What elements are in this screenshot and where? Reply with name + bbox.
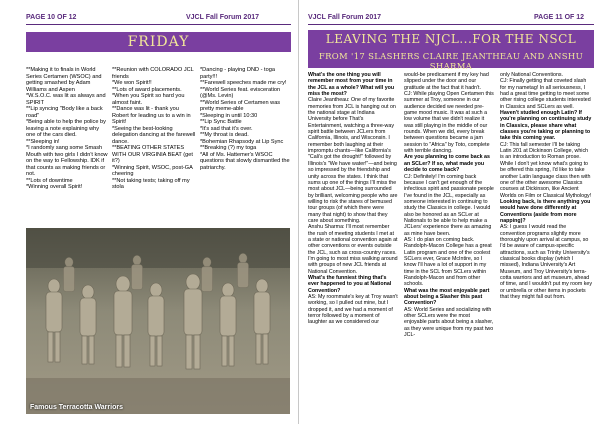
interview-answer: would-be predicament if my key had slipped under the door and our gratitude at the fact that it hadn't. xyxy=(404,72,489,91)
interview-question: Are you planning to come back as an SCLer? If so, what made you decide to come back? xyxy=(404,154,490,174)
memory-item: **Lots of downtime xyxy=(26,177,73,184)
terracotta-warriors-image xyxy=(26,228,290,414)
memory-item: *Sleeping in until 10:30 xyxy=(200,112,258,119)
memory-item: **BEATING OTHER STATES WITH OUR VIRGINIA BEAT (get it?) xyxy=(112,145,193,164)
memory-item: *All of Ms. Hattemer's WSOC questions that slowly dismantled the patriarchy. xyxy=(200,151,290,171)
page-label: PAGE 10 OF 12 xyxy=(26,14,77,21)
article-title: LEAVING THE NJCL...FOR THE NSCL xyxy=(325,32,577,46)
interview-answer: Claire Jeantheau: One of my favorite memories from JCL is hanging out on the national stage at Indiana University before That's Entertainment, watching a three-way spirit battle between JCLers from California, Illinois, and Wisconsin. I remember both laughing at their impromptu chants—like California's "Cali's got the drought!" followed by Illinois's "We have water!"—and being so impressed by the friendship and unity across the states. I think that sums up one of the things I'll miss the most about JCL—being surrounded by brilliant, welcoming people who are willing to risk the stares of bemused tour groups (of which there were many that night) to show that they care about something. xyxy=(308,97,398,224)
interview-answer: CJ: Finally getting that coveted slash for my nametag! In all seriousness, I had a great time getting to meet some other rising college students interested in Classics and SCLers as well. xyxy=(500,78,591,110)
memory-item: **Reunion with COLORADO JCL friends xyxy=(112,67,194,80)
interview-question: Looking back, is there anything you would have done differently at Conventions (aside from more napping)? xyxy=(500,198,591,224)
interview-answer: Anshu Sharma: I'll most remember the rush of meeting students I met at a state or national convention again at other conventions or events outside the JCL, such as cross-country races. I'm going to most miss walking around with groups of new JCL friends at National Convention. xyxy=(308,224,398,275)
memory-item: **Making it to finals in World Series Certamen (WSOC) and getting smashed by Adam Williams and Aspen xyxy=(26,67,102,93)
memory-item: **Lip Sync Battle xyxy=(200,119,242,125)
memory-item: *Bohemian Rhapsody at Lip Sync xyxy=(200,138,284,145)
forum-title: VJCL Fall Forum 2017 xyxy=(308,14,382,21)
section-title: FRIDAY xyxy=(127,34,190,50)
memory-item: *Dancing - playing DND - toga party!!! xyxy=(200,67,275,80)
memory-item: **My throat is dead. xyxy=(200,132,249,138)
interview-answer: AS: I do plan on coming back. Randolph-Macon College has a great Latin program and one of the coolest SCLers ever, Grace McIntire, so I know I'll have a lot of support in my time in the SCL from SCLers within Randolph-Macon and from other schools. xyxy=(404,236,492,288)
article-banner xyxy=(308,30,594,72)
article-column-1 xyxy=(308,72,398,326)
memory-item: **World Series of Certamen was pretty meme-able xyxy=(200,99,281,112)
interview-question: Haven't studied enough Latin? If you're planning on continuing study in Classics, please share what classes you're taking or planning to take this coming year. xyxy=(500,110,592,142)
memory-item: *We won Spirit!! xyxy=(112,80,152,86)
interview-answer: AS: I guess I would read the convention programs slightly more thoroughly upon arrival at campus, so I'd be aware of campus-specific attractions, such as Trinity University's classical books display (which I missed), Indiana University's Art Museum, and Troy University's terra-cotta warriors and art museum, ahead of time, and I wouldn't put my room key or umbrella or other items in pockets that they might fall out from. xyxy=(500,224,592,301)
left-page xyxy=(0,0,299,424)
memory-item: **Dance was lit - thank you Robert for leading us to a win in Spirit! xyxy=(112,106,191,125)
header-rule xyxy=(308,24,594,25)
memory-item: *It's sad that it's over. xyxy=(200,125,253,132)
memory-item: *When you Spirit so hard you almost faint. xyxy=(112,93,185,106)
memory-item: *Winning Spirit, WSOC, post-GA cheering xyxy=(112,164,193,177)
interview-answer: CJ: Definitely! I'm coming back because I can't get enough of the infectious spirit and passionate people I've found in the JCL, especially as someone interested in continuing to study the Classics in college. I would also be honored as an SCLer at Nationals to be able to help make a JCLers' experience there as amazing as mine have been. xyxy=(404,173,494,237)
memory-item: **Sleeping in! xyxy=(26,138,60,145)
page-label: PAGE 11 OF 12 xyxy=(534,14,585,21)
interview-answer: AS: My roommate's key at Troy wasn't working, so I pulled out mine, but I dropped it, and we had a moment of terror followed by a moment of laughter as we considered our xyxy=(308,294,398,326)
memory-item: **Breaking (?) my toga xyxy=(200,145,257,151)
memory-item: **World Series feat. evisceration (@Ms. Levin) xyxy=(200,86,281,99)
article-column-2 xyxy=(404,72,494,338)
interview-answer: CJ: While playing Open Certamen this summer at Troy, someone in our audience decided we needed pre-game mood music. It was at such a low volume that we didn't realize it was still playing in the middle of our rounds. When we did, every break between questions became a jam session to "Africa" by Toto, complete with terrible dancing. xyxy=(404,91,494,155)
interview-question: What's the funniest thing that's ever happened to you at National Convention? xyxy=(308,275,392,294)
interview-question: What's the one thing you will remember most from your time in the JCL as a whole? What will you miss the most? xyxy=(308,72,395,98)
memory-item: **Lots of award placements. xyxy=(112,86,182,93)
article-column-3 xyxy=(500,72,592,300)
memory-item: **Farewell speeches made me cry! xyxy=(200,80,287,86)
terracotta-warriors-photo xyxy=(26,228,290,414)
memory-item: **Lip syncing "Body like a back road" xyxy=(26,106,103,119)
header-rule xyxy=(26,24,291,25)
interview-answer: only National Conventions. xyxy=(500,72,564,78)
section-banner xyxy=(26,32,291,52)
memories-column-1 xyxy=(26,67,108,191)
memory-item: *Seeing the best-looking delegation dancing at the farewell dance. xyxy=(112,125,196,145)
memory-item: *Being able to help the police by leaving a note explaining why one of the cars died. xyxy=(26,119,106,138)
forum-title: VJCL Fall Forum 2017 xyxy=(186,14,260,21)
right-page xyxy=(300,0,600,424)
article-subtitle: FROM '17 SLASHERS CLAIRE JEANTHEAU AND ANSHU SHARMA xyxy=(318,52,584,72)
interview-answer: AS: World Series and socializing with other SCLers were the most enjoyable parts about being a slasher, as they were unique from my past two JCL- xyxy=(404,306,494,339)
memory-item: *Winning overall Spirit! xyxy=(26,184,83,190)
memory-item: *I randomly sang some Smash Mouth with two girls I didn't know on the way to Fellowship. IDK if that counts as making friends or not. xyxy=(26,145,108,177)
memory-item: **Not taking tests; taking off my stola xyxy=(112,177,190,190)
memories-column-2 xyxy=(112,67,196,191)
photo-caption: Famous Terracotta Warriors xyxy=(30,404,123,411)
memory-item: *W.S.O.C. was lit as always and SPIRIT xyxy=(26,93,106,106)
memories-column-3 xyxy=(200,67,291,171)
interview-answer: CJ: This fall semester I'll be taking Latin 201 at Dickinson College, which is an introduction to Roman prose. While I don't yet know what's going to be offered this spring, I'd like to take another Latin language class then with one of the other awesome Classics courses at Dickinson, like Ancient Worlds on Film or Classical Mythology! xyxy=(500,141,592,199)
interview-question: What was the most enjoyable part about being a Slasher this past Convention? xyxy=(404,287,490,307)
